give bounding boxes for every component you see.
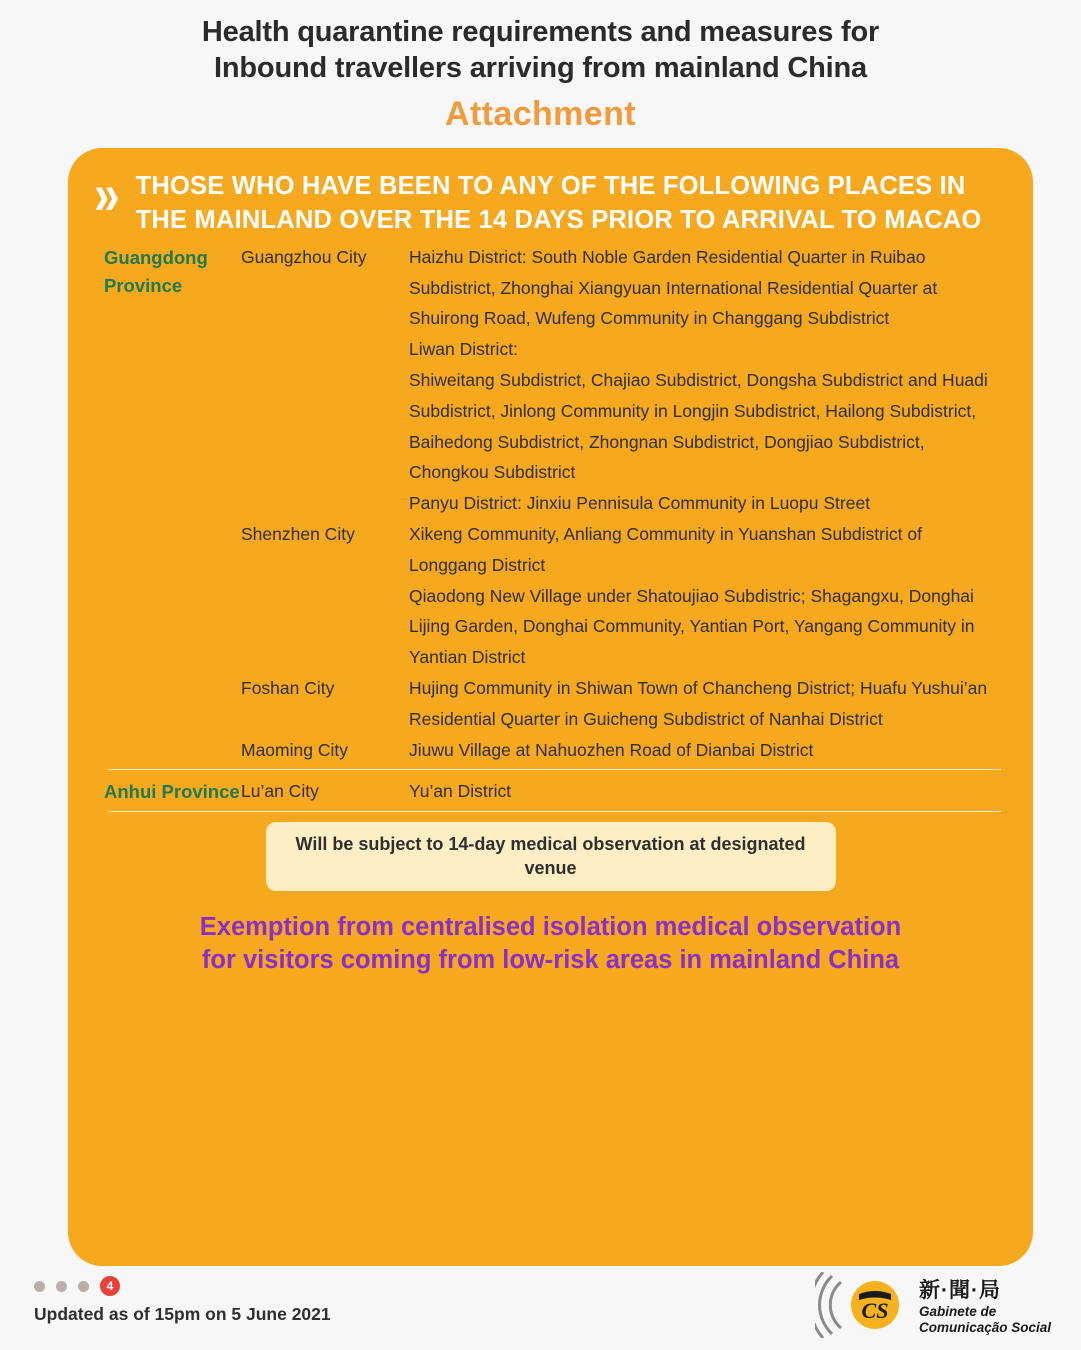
page-title-line1: Health quarantine requirements and measures for xyxy=(201,16,880,48)
measure-note: Will be subject to 14-day medical observation at designated venue xyxy=(266,822,836,891)
row-divider xyxy=(108,811,1001,812)
city-details xyxy=(409,519,1005,673)
card-title-row xyxy=(68,148,1033,238)
places-table xyxy=(96,242,1005,812)
city-details xyxy=(409,242,1005,519)
exemption-note-line2: for visitors coming from low-risk areas in mainland China xyxy=(201,945,900,974)
city-details xyxy=(409,673,1005,735)
page-footer xyxy=(0,1266,1081,1350)
city-block xyxy=(241,673,1005,735)
city-block xyxy=(241,519,1005,673)
city-label: Guangzhou City xyxy=(241,246,367,267)
detail-item: Yu’an District xyxy=(409,781,512,802)
row-divider xyxy=(108,769,1001,770)
city-details xyxy=(409,776,1005,807)
page-indicator xyxy=(34,1276,120,1296)
province-label: Anhui Province xyxy=(104,781,240,803)
city-label: Lu’an City xyxy=(241,781,319,802)
page-dot-current: 4 xyxy=(100,1276,120,1296)
province-label: Guangdong Province xyxy=(104,246,208,297)
page-dot xyxy=(78,1281,89,1292)
exemption-note xyxy=(68,911,1033,976)
city-label: Shenzhen City xyxy=(241,523,355,544)
page-dot xyxy=(56,1281,67,1292)
gcs-logo-text xyxy=(919,1274,1051,1336)
table-row xyxy=(96,776,1005,807)
detail-item: Jiuwu Village at Nahuozhen Road of Dianbai District xyxy=(409,739,814,760)
page-header xyxy=(0,0,1081,134)
detail-item: Xikeng Community, Anliang Community in Yuanshan Subdistrict of Longgang District xyxy=(409,523,922,575)
page-dot xyxy=(34,1281,45,1292)
detail-item: Liwan District: xyxy=(409,339,518,360)
double-chevron-icon: » xyxy=(94,161,110,227)
gcs-logo-portuguese-line2: Comunicação Social xyxy=(918,1320,1051,1335)
content-card xyxy=(68,148,1033,1266)
city-label: Maoming City xyxy=(241,739,348,760)
table-row xyxy=(96,242,1005,766)
city-label: Foshan City xyxy=(241,677,335,698)
svg-text:CS: CS xyxy=(861,1298,889,1323)
attachment-label: Attachment xyxy=(444,94,637,133)
updated-timestamp: Updated as of 15pm on 5 June 2021 xyxy=(34,1304,331,1324)
gcs-logo-icon xyxy=(815,1272,911,1338)
detail-item: Panyu District: Jinxiu Pennisula Community in Luopu Street xyxy=(409,493,871,514)
city-block xyxy=(241,776,1005,807)
gcs-logo-portuguese-line1: Gabinete de xyxy=(918,1304,997,1320)
detail-item: Qiaodong New Village under Shatoujiao Subdistric; Shagangxu, Donghai Lijing Garden, Donghai Community, Yantian Port, Yangang Community in Yantian District xyxy=(409,585,975,668)
page-title-line2: Inbound travellers arriving from mainland China xyxy=(214,52,867,85)
exemption-note-line1: Exemption from centralised isolation medical observation xyxy=(199,912,902,941)
card-title: THOSE WHO HAVE BEEN TO ANY OF THE FOLLOWING PLACES IN THE MAINLAND OVER THE 14 DAYS PRIOR TO ARRIVAL TO MACAO xyxy=(135,172,982,234)
detail-item: Hujing Community in Shiwan Town of Chancheng District; Huafu Yushui’an Residential Quarter in Guicheng Subdistrict of Nanhai District xyxy=(409,677,988,729)
city-details xyxy=(409,735,1005,766)
detail-item: Shiweitang Subdistrict, Chajiao Subdistrict, Dongsha Subdistrict and Huadi Subdistrict, Jinlong Community in Longjin Subdistrict, Hailong Subdistrict, Baihedong Subdistrict, Zhongnan Subdistrict, Dongjiao Subdistrict, Chongkou Subdistrict xyxy=(409,370,988,483)
detail-item: Haizhu District: South Noble Garden Residential Quarter in Ruibao Subdistrict, Zhonghai Xiangyuan International Residential Quarter at Shuirong Road, Wufeng Community in Changgang Subdistrict xyxy=(409,246,938,329)
city-block xyxy=(241,242,1005,519)
gcs-logo-chinese: 新·聞·局 xyxy=(918,1279,1001,1303)
gcs-logo xyxy=(815,1272,1051,1338)
page-title xyxy=(40,14,1041,87)
city-block xyxy=(241,735,1005,766)
